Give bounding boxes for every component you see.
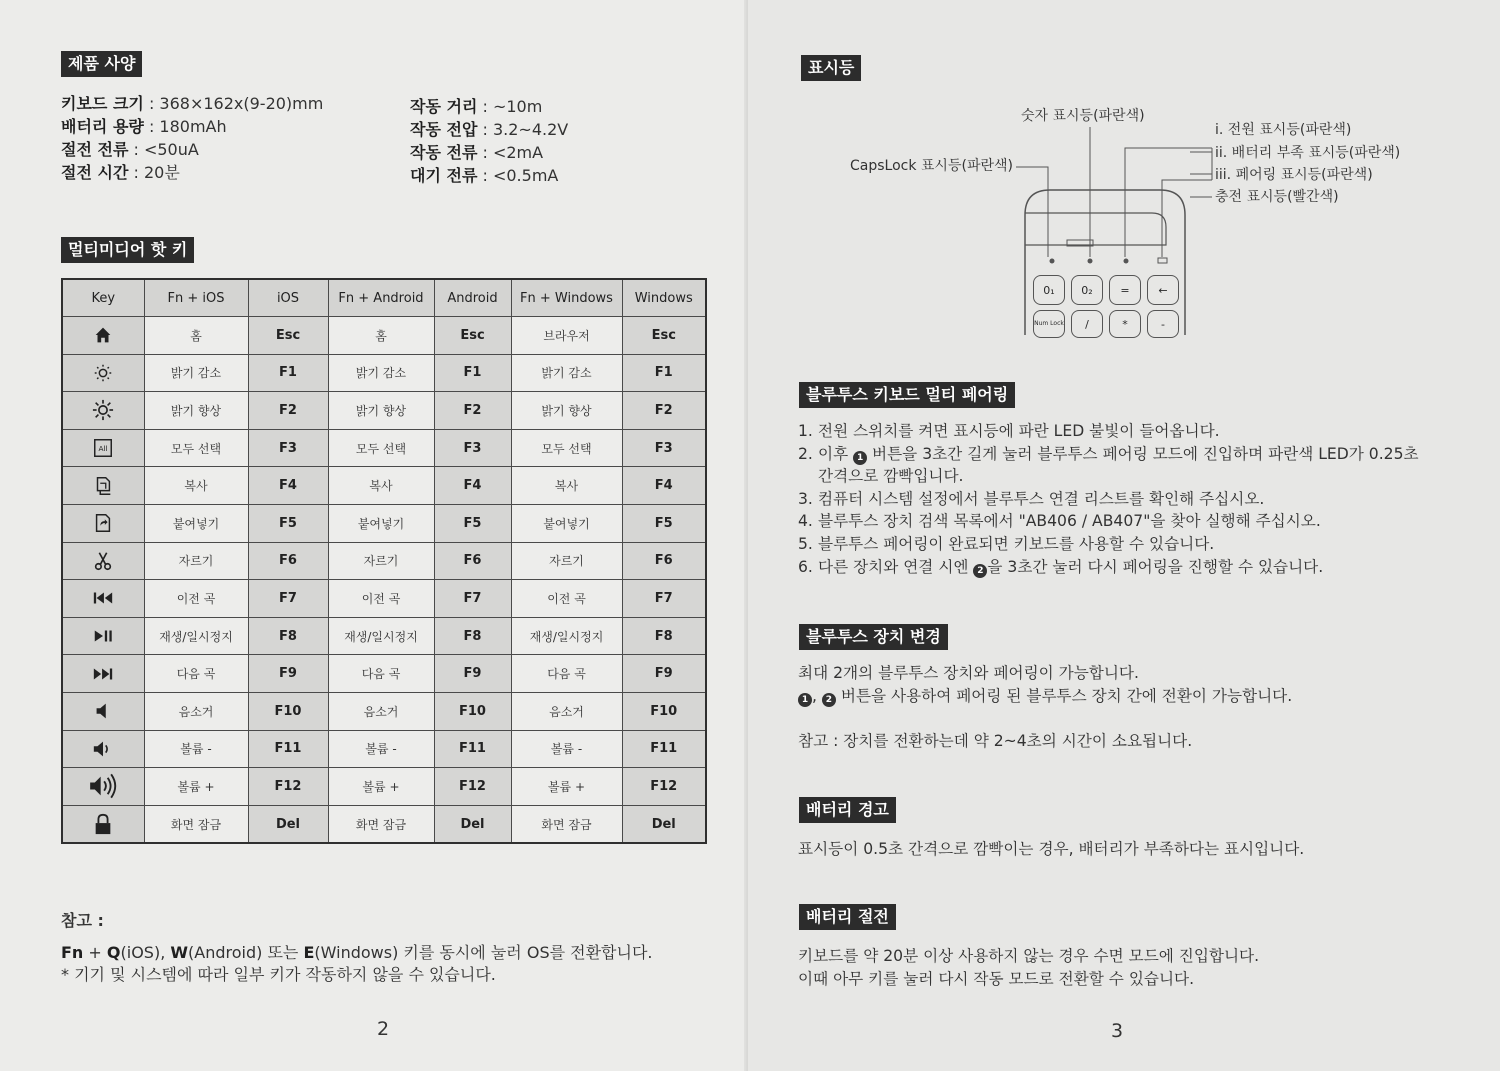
- android-cell: Del: [434, 805, 511, 843]
- key-cell: [62, 542, 144, 580]
- android-cell: F5: [434, 504, 511, 542]
- fn-android-cell: 볼륨 +: [328, 768, 434, 806]
- header-fn-windows: Fn + Windows: [511, 279, 622, 317]
- key-label: *: [1122, 317, 1128, 331]
- step-number: 6.: [798, 557, 813, 576]
- spec-value: : 20분: [128, 163, 180, 182]
- bt-step-2: [798, 443, 1419, 466]
- table-row: [62, 580, 706, 618]
- spec-current: [410, 141, 568, 164]
- key-cell: [62, 617, 144, 655]
- windows-cell: F12: [622, 768, 706, 806]
- spec-label: 절전 시간: [61, 163, 129, 182]
- fn-ios-cell: 붙여넣기: [144, 504, 248, 542]
- key-cell: [62, 392, 144, 430]
- keys-row-2: [1033, 310, 1179, 338]
- step-text: 버튼을 3초간 길게 눌러 블루투스 페어링 모드에 진입하며 파란색 LED가 0.25초: [867, 444, 1419, 463]
- key-cell: [62, 354, 144, 392]
- page-number-right: 3: [1111, 1020, 1124, 1042]
- fn-ios-cell: 복사: [144, 467, 248, 505]
- key-minus: [1147, 310, 1179, 338]
- spec-sleep-current: [61, 138, 323, 161]
- table-row: [62, 467, 706, 505]
- mute-icon: [92, 700, 114, 722]
- table-row: [62, 768, 706, 806]
- bt-step-6: [798, 556, 1419, 579]
- note-e: E: [303, 943, 315, 962]
- note-android: (Android) 또는: [188, 943, 304, 962]
- table-row: [62, 429, 706, 467]
- step-text: 간격으로 깜빡입니다.: [818, 467, 964, 486]
- ios-cell: Esc: [248, 317, 328, 355]
- charge-indicator-label: 충전 표시등(빨간색): [1215, 189, 1339, 205]
- fn-windows-cell: 볼륨 +: [511, 768, 622, 806]
- windows-cell: F8: [622, 617, 706, 655]
- spec-range: [410, 95, 568, 118]
- key-label: 0₂: [1081, 283, 1093, 297]
- table-row: [62, 542, 706, 580]
- key-cell: [62, 580, 144, 618]
- indicator-diagram: [790, 95, 1430, 345]
- spec-label: 배터리 용량: [61, 117, 144, 136]
- table-body: [62, 317, 706, 844]
- android-cell: F2: [434, 392, 511, 430]
- specs-right-list: [410, 95, 568, 187]
- android-cell: F11: [434, 730, 511, 768]
- fn-windows-cell: 재생/일시정지: [511, 617, 622, 655]
- numeric-indicator-label: 숫자 표시등(파란색): [1021, 108, 1145, 124]
- spec-value: : <2mA: [477, 143, 544, 162]
- svg-text:All: All: [98, 444, 108, 454]
- header-fn-ios: Fn + iOS: [144, 279, 248, 317]
- fn-ios-cell: 음소거: [144, 692, 248, 730]
- volume-up-icon: [89, 772, 117, 800]
- fn-android-cell: 밝기 감소: [328, 354, 434, 392]
- spec-label: 키보드 크기: [61, 94, 144, 113]
- key-01: [1033, 275, 1065, 305]
- step-text: 블루투스 페어링이 완료되면 키보드를 사용할 수 있습니다.: [818, 534, 1215, 553]
- bt-change-sep: ,: [812, 687, 822, 705]
- lock-icon: [92, 813, 114, 835]
- windows-cell: F7: [622, 580, 706, 618]
- step-number: 1.: [798, 422, 813, 440]
- fn-windows-cell: 복사: [511, 467, 622, 505]
- android-cell: F12: [434, 768, 511, 806]
- page-number-left: 2: [377, 1018, 390, 1040]
- key-cell: [62, 730, 144, 768]
- ios-cell: F6: [248, 542, 328, 580]
- fn-ios-cell: 홈: [144, 317, 248, 355]
- key-cell: [62, 317, 144, 355]
- spec-value: : ~10m: [477, 97, 543, 116]
- android-cell: F10: [434, 692, 511, 730]
- fn-android-cell: 이전 곡: [328, 580, 434, 618]
- button-2-icon: 2: [973, 564, 987, 578]
- android-cell: F1: [434, 354, 511, 392]
- step-text: 을 3초간 눌러 다시 페어링을 진행할 수 있습니다.: [987, 557, 1324, 576]
- key-cell: [62, 768, 144, 806]
- ios-cell: F8: [248, 617, 328, 655]
- bt-change-text: 버튼을 사용하여 페어링 된 블루투스 장치 간에 전환이 가능합니다.: [835, 687, 1293, 705]
- paste-icon: [92, 512, 114, 534]
- android-cell: Esc: [434, 317, 511, 355]
- table-header-row: [62, 279, 706, 317]
- keys-row-1: [1033, 275, 1179, 305]
- spec-label: 절전 전류: [61, 140, 129, 159]
- ios-cell: Del: [248, 805, 328, 843]
- fn-ios-cell: 볼륨 -: [144, 730, 248, 768]
- spec-value: : <50uA: [128, 140, 199, 159]
- key-cell: [62, 429, 144, 467]
- bt-step-5: [798, 533, 1419, 556]
- bt-step-1: [798, 420, 1419, 443]
- spec-label: 작동 전류: [410, 143, 478, 162]
- fn-windows-cell: 자르기: [511, 542, 622, 580]
- step-number: 3.: [798, 489, 813, 508]
- windows-cell: F11: [622, 730, 706, 768]
- note-title: 참고 :: [61, 911, 104, 930]
- fn-ios-cell: 모두 선택: [144, 429, 248, 467]
- fn-android-cell: 자르기: [328, 542, 434, 580]
- fn-windows-cell: 모두 선택: [511, 429, 622, 467]
- button-1-icon: 1: [853, 451, 867, 465]
- spec-label: 작동 거리: [410, 97, 478, 116]
- key-equals: [1109, 275, 1141, 305]
- bt-change-line-2: [798, 685, 1292, 708]
- fn-windows-cell: 화면 잠금: [511, 805, 622, 843]
- fn-ios-cell: 볼륨 +: [144, 768, 248, 806]
- battery-save-line-2: 이때 아무 키를 눌러 다시 작동 모드로 전환할 수 있습니다.: [798, 970, 1195, 988]
- pairing-indicator-label: iii. 페어링 표시등(파란색): [1215, 167, 1373, 183]
- key-label: /: [1085, 317, 1089, 331]
- android-cell: F4: [434, 467, 511, 505]
- fn-windows-cell: 다음 곡: [511, 655, 622, 693]
- fn-ios-cell: 재생/일시정지: [144, 617, 248, 655]
- key-cell: [62, 504, 144, 542]
- brightness-down-icon: [92, 362, 114, 384]
- fn-android-cell: 다음 곡: [328, 655, 434, 693]
- windows-cell: Del: [622, 805, 706, 843]
- note-line-2: * 기기 및 시스템에 따라 일부 키가 작동하지 않을 수 있습니다.: [61, 965, 496, 984]
- android-cell: F7: [434, 580, 511, 618]
- spec-keyboard-size: [61, 92, 323, 115]
- android-cell: F8: [434, 617, 511, 655]
- ios-cell: F9: [248, 655, 328, 693]
- table-row: [62, 392, 706, 430]
- spec-label: 작동 전압: [410, 120, 478, 139]
- header-fn-android: Fn + Android: [328, 279, 434, 317]
- step-number: 4.: [798, 512, 813, 531]
- note-rest: (Windows) 키를 동시에 눌러 OS를 전환합니다.: [314, 943, 653, 962]
- next-track-icon: [92, 663, 114, 685]
- header-key: Key: [62, 279, 144, 317]
- header-ios: iOS: [248, 279, 328, 317]
- note-w: W: [170, 943, 189, 962]
- note-plus: +: [83, 943, 107, 962]
- indicator-title: 표시등: [801, 55, 861, 81]
- header-android: Android: [434, 279, 511, 317]
- hotkey-table: [61, 278, 707, 844]
- fn-ios-cell: 이전 곡: [144, 580, 248, 618]
- spec-value: : 180mAh: [143, 117, 227, 136]
- note-ios: (iOS),: [120, 943, 171, 962]
- capslock-indicator-label: CapsLock 표시등(파란색): [850, 158, 1013, 174]
- spec-sleep-time: [61, 161, 323, 184]
- key-label: 0₁: [1043, 283, 1055, 297]
- key-label: Num Lock: [1034, 320, 1064, 327]
- key-label: =: [1120, 283, 1130, 297]
- fn-windows-cell: 붙여넣기: [511, 504, 622, 542]
- power-indicator-label: i. 전원 표시등(파란색): [1215, 122, 1352, 138]
- bt-change-title: 블루투스 장치 변경: [799, 624, 948, 650]
- key-divide: [1071, 310, 1103, 338]
- specs-title: 제품 사양: [61, 51, 142, 77]
- button-1-icon: 1: [798, 693, 812, 707]
- select-all-icon: [92, 437, 114, 459]
- bt-steps-list: [798, 420, 1419, 578]
- previous-track-icon: [92, 587, 114, 609]
- ios-cell: F10: [248, 692, 328, 730]
- play-pause-icon: [92, 625, 114, 647]
- ios-cell: F7: [248, 580, 328, 618]
- step-text: 블루투스 장치 검색 목록에서 "AB406 / AB407"을 찾아 실행해 주십시오.: [818, 512, 1321, 531]
- step-number: 2.: [798, 444, 813, 463]
- table-row: [62, 655, 706, 693]
- ios-cell: F2: [248, 392, 328, 430]
- fn-android-cell: 홈: [328, 317, 434, 355]
- left-page: [0, 0, 748, 1071]
- step-text: 컴퓨터 시스템 설정에서 블루투스 연결 리스트를 확인해 주십시오.: [818, 489, 1265, 508]
- android-cell: F3: [434, 429, 511, 467]
- key-cell: [62, 655, 144, 693]
- battery-indicator-label: ii. 배터리 부족 표시등(파란색): [1215, 145, 1401, 161]
- bt-change-line-1: 최대 2개의 블루투스 장치와 페어링이 가능합니다.: [798, 664, 1139, 682]
- windows-cell: F10: [622, 692, 706, 730]
- battery-warn-text: 표시등이 0.5초 간격으로 깜빡이는 경우, 배터리가 부족하다는 표시입니다.: [798, 840, 1305, 858]
- battery-warn-title: 배터리 경고: [799, 797, 896, 823]
- note-q: Q: [106, 943, 121, 962]
- key-cell: [62, 692, 144, 730]
- fn-windows-cell: 밝기 감소: [511, 354, 622, 392]
- brightness-up-icon: [92, 399, 114, 421]
- windows-cell: Esc: [622, 317, 706, 355]
- scissors-icon: [92, 550, 114, 572]
- table-row: [62, 730, 706, 768]
- key-label: -: [1161, 317, 1165, 331]
- bt-step-3: [798, 488, 1419, 511]
- spec-value: : 368×162x(9-20)mm: [143, 94, 324, 113]
- windows-cell: F3: [622, 429, 706, 467]
- table-row: [62, 354, 706, 392]
- ios-cell: F1: [248, 354, 328, 392]
- android-cell: F9: [434, 655, 511, 693]
- fn-ios-cell: 밝기 향상: [144, 392, 248, 430]
- fn-android-cell: 재생/일시정지: [328, 617, 434, 655]
- specs-left-list: [61, 92, 323, 184]
- hotkeys-title: 멀티미디어 핫 키: [61, 237, 194, 263]
- key-numlock: [1033, 310, 1065, 338]
- fn-android-cell: 복사: [328, 467, 434, 505]
- windows-cell: F6: [622, 542, 706, 580]
- fn-ios-cell: 자르기: [144, 542, 248, 580]
- table-row: [62, 805, 706, 843]
- table-row: [62, 504, 706, 542]
- fn-windows-cell: 브라우저: [511, 317, 622, 355]
- ios-cell: F3: [248, 429, 328, 467]
- fn-windows-cell: 밝기 향상: [511, 392, 622, 430]
- android-cell: F6: [434, 542, 511, 580]
- fn-android-cell: 음소거: [328, 692, 434, 730]
- spec-label: 대기 전류: [410, 166, 478, 185]
- battery-save-line-1: 키보드를 약 20분 이상 사용하지 않는 경우 수면 모드에 진입합니다.: [798, 947, 1260, 965]
- step-pre: 다른 장치와 연결 시엔: [818, 557, 974, 576]
- fn-windows-cell: 음소거: [511, 692, 622, 730]
- table-row: [62, 692, 706, 730]
- spec-standby-current: [410, 164, 568, 187]
- step-number: 5.: [798, 534, 813, 553]
- spec-value: : 3.2~4.2V: [477, 120, 569, 139]
- windows-cell: F1: [622, 354, 706, 392]
- fn-windows-cell: 이전 곡: [511, 580, 622, 618]
- button-2-icon: 2: [822, 693, 836, 707]
- bt-step-2-cont: [798, 465, 1419, 488]
- key-backspace: [1147, 275, 1179, 305]
- spec-battery-capacity: [61, 115, 323, 138]
- fn-windows-cell: 볼륨 -: [511, 730, 622, 768]
- windows-cell: F2: [622, 392, 706, 430]
- header-windows: Windows: [622, 279, 706, 317]
- note-line-1: [61, 942, 653, 964]
- home-icon: [92, 324, 114, 346]
- key-cell: [62, 467, 144, 505]
- volume-down-icon: [92, 738, 114, 760]
- copy-icon: [92, 475, 114, 497]
- key-02: [1071, 275, 1103, 305]
- ios-cell: F5: [248, 504, 328, 542]
- fn-ios-cell: 다음 곡: [144, 655, 248, 693]
- ios-cell: F11: [248, 730, 328, 768]
- step-pre: 이후: [818, 444, 854, 463]
- fn-android-cell: 붙여넣기: [328, 504, 434, 542]
- spec-voltage: [410, 118, 568, 141]
- key-multiply: [1109, 310, 1141, 338]
- fn-android-cell: 모두 선택: [328, 429, 434, 467]
- table-row: [62, 317, 706, 355]
- windows-cell: F4: [622, 467, 706, 505]
- step-text: 전원 스위치를 켜면 표시등에 파란 LED 불빛이 들어옵니다.: [818, 422, 1220, 440]
- ios-cell: F12: [248, 768, 328, 806]
- bt-multi-title: 블루투스 키보드 멀티 페어링: [799, 382, 1015, 408]
- windows-cell: F5: [622, 504, 706, 542]
- bt-step-4: [798, 510, 1419, 533]
- fn-ios-cell: 화면 잠금: [144, 805, 248, 843]
- ios-cell: F4: [248, 467, 328, 505]
- windows-cell: F9: [622, 655, 706, 693]
- fn-android-cell: 볼륨 -: [328, 730, 434, 768]
- fn-android-cell: 밝기 향상: [328, 392, 434, 430]
- table-row: [62, 617, 706, 655]
- fn-android-cell: 화면 잠금: [328, 805, 434, 843]
- key-label: ←: [1158, 283, 1168, 297]
- note-fn: Fn: [61, 943, 84, 962]
- bt-change-note: 참고 : 장치를 전환하는데 약 2~4초의 시간이 소요됩니다.: [798, 732, 1193, 750]
- spec-value: : <0.5mA: [477, 166, 559, 185]
- fn-ios-cell: 밝기 감소: [144, 354, 248, 392]
- battery-save-title: 배터리 절전: [799, 904, 896, 930]
- key-cell: [62, 805, 144, 843]
